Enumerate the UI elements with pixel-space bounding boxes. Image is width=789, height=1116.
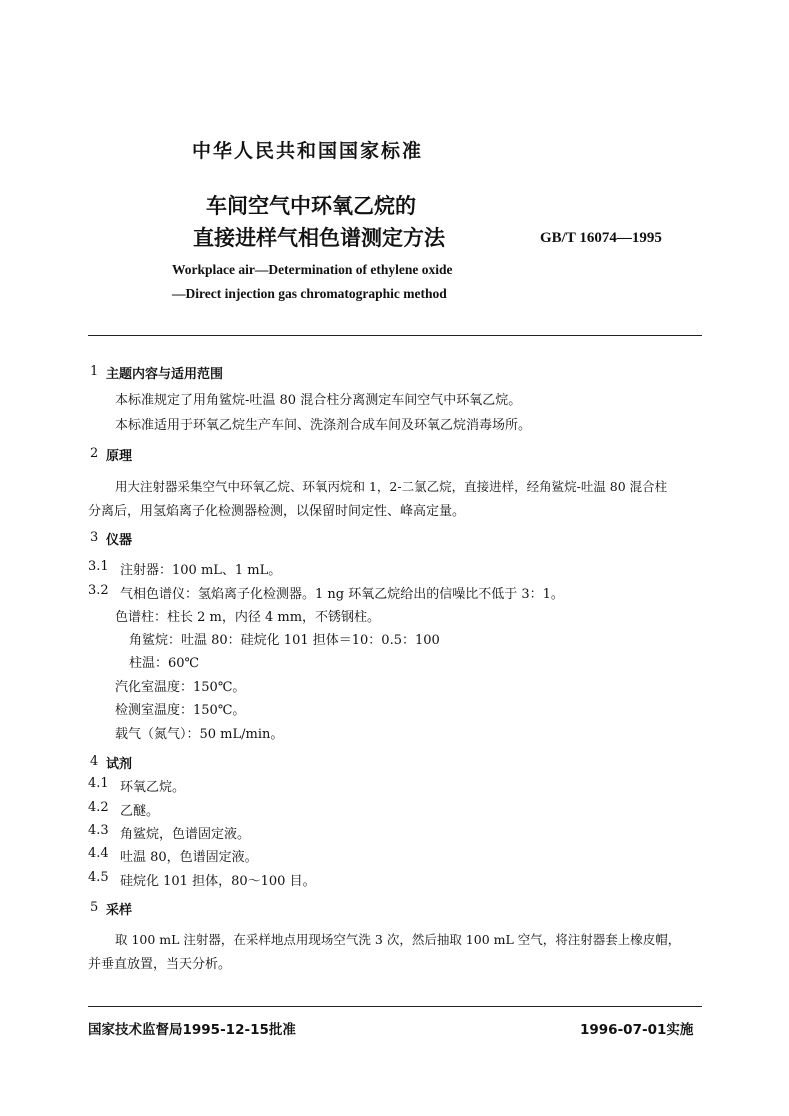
section-5-paragraph-line-1: 取 100 mL 注射器，在采样地点用现场空气洗 3 次，然后抽取 100 mL 空气，将注射器套上橡皮帽，: [115, 932, 681, 947]
item-3-2-text: 气相色谱仪：氢焰离子化检测器。1 ng 环氧乙烷给出的信噪比不低于 3：1。: [120, 587, 564, 602]
reagent-item-text: 角鲨烷，色谱固定液。: [120, 827, 251, 842]
footer-divider: [88, 1006, 702, 1007]
vaporizer-temperature: 汽化室温度：150℃。: [115, 680, 246, 695]
column-temperature: 柱温：60℃: [129, 656, 200, 671]
section-1-number: 1: [90, 364, 99, 379]
reagent-item-text: 硅烷化 101 担体，80～100 目。: [120, 874, 316, 889]
approval-line: 国家技术监督局1995-12-15批准: [88, 1022, 296, 1038]
reagent-item-number: 4.1: [88, 776, 109, 791]
section-1-paragraph-1: 本标准规定了用角鲨烷-吐温 80 混合柱分离测定车间空气中环氧乙烷。: [115, 393, 522, 408]
reagent-item-text: 乙醚。: [120, 804, 160, 819]
reagent-item-text: 环氧乙烷。: [120, 780, 186, 795]
standard-code: GB/T 16074—1995: [540, 230, 662, 246]
item-3-1-text: 注射器：100 mL、1 mL。: [120, 563, 282, 578]
section-2-title: 原理: [106, 449, 133, 464]
section-3-number: 3: [90, 530, 99, 545]
column-spec: 色谱柱：柱长 2 m，内径 4 mm，不锈钢柱。: [115, 610, 381, 625]
section-5-number: 5: [90, 900, 99, 915]
title-en-line2: —Direct injection gas chromatographic method: [172, 286, 447, 301]
section-4-number: 4: [90, 754, 99, 769]
section-5-title: 采样: [106, 903, 133, 918]
section-2-number: 2: [90, 446, 99, 461]
section-4-title: 试剂: [106, 757, 133, 772]
section-3-title: 仪器: [106, 533, 133, 548]
section-2-paragraph-line-2: 分离后，用氢焰离子化检测器检测，以保留时间定性、峰高定量。: [88, 504, 466, 519]
reagent-item-number: 4.3: [88, 823, 109, 838]
column-mixture: 角鲨烷：吐温 80：硅烷化 101 担体＝10：0.5：100: [129, 633, 440, 648]
reagent-item-number: 4.2: [88, 800, 109, 815]
item-3-1-number: 3.1: [88, 559, 109, 574]
title-zh-line1: 车间空气中环氧乙烷的: [206, 194, 416, 218]
header-divider: [88, 335, 702, 336]
title-zh-line2: 直接进样气相色谱测定方法: [193, 226, 445, 250]
reagent-item-number: 4.4: [88, 846, 109, 861]
carrier-gas: 载气（氮气）：50 mL/min。: [115, 727, 284, 742]
section-2-paragraph-line-1: 用大注射器采集空气中环氧乙烷、环氧丙烷和 1，2-二氯乙烷，直接进样，经角鲨烷-吐温 80 混合柱: [115, 479, 668, 494]
detector-temperature: 检测室温度：150℃。: [115, 703, 246, 718]
section-5-paragraph-line-2: 并垂直放置，当天分析。: [88, 957, 232, 972]
item-3-2-number: 3.2: [88, 583, 109, 598]
title-en-line1: Workplace air—Determination of ethylene oxide: [172, 262, 453, 277]
section-1-paragraph-2: 本标准适用于环氧乙烷生产车间、洗涤剂合成车间及环氧乙烷消毒场所。: [115, 418, 532, 433]
section-1-title: 主题内容与适用范围: [106, 367, 224, 382]
national-standard-heading: 中华人民共和国国家标准: [192, 140, 424, 162]
reagent-item-text: 吐温 80，色谱固定液。: [120, 850, 258, 865]
implementation-line: 1996-07-01实施: [580, 1022, 694, 1038]
reagent-item-number: 4.5: [88, 870, 109, 885]
